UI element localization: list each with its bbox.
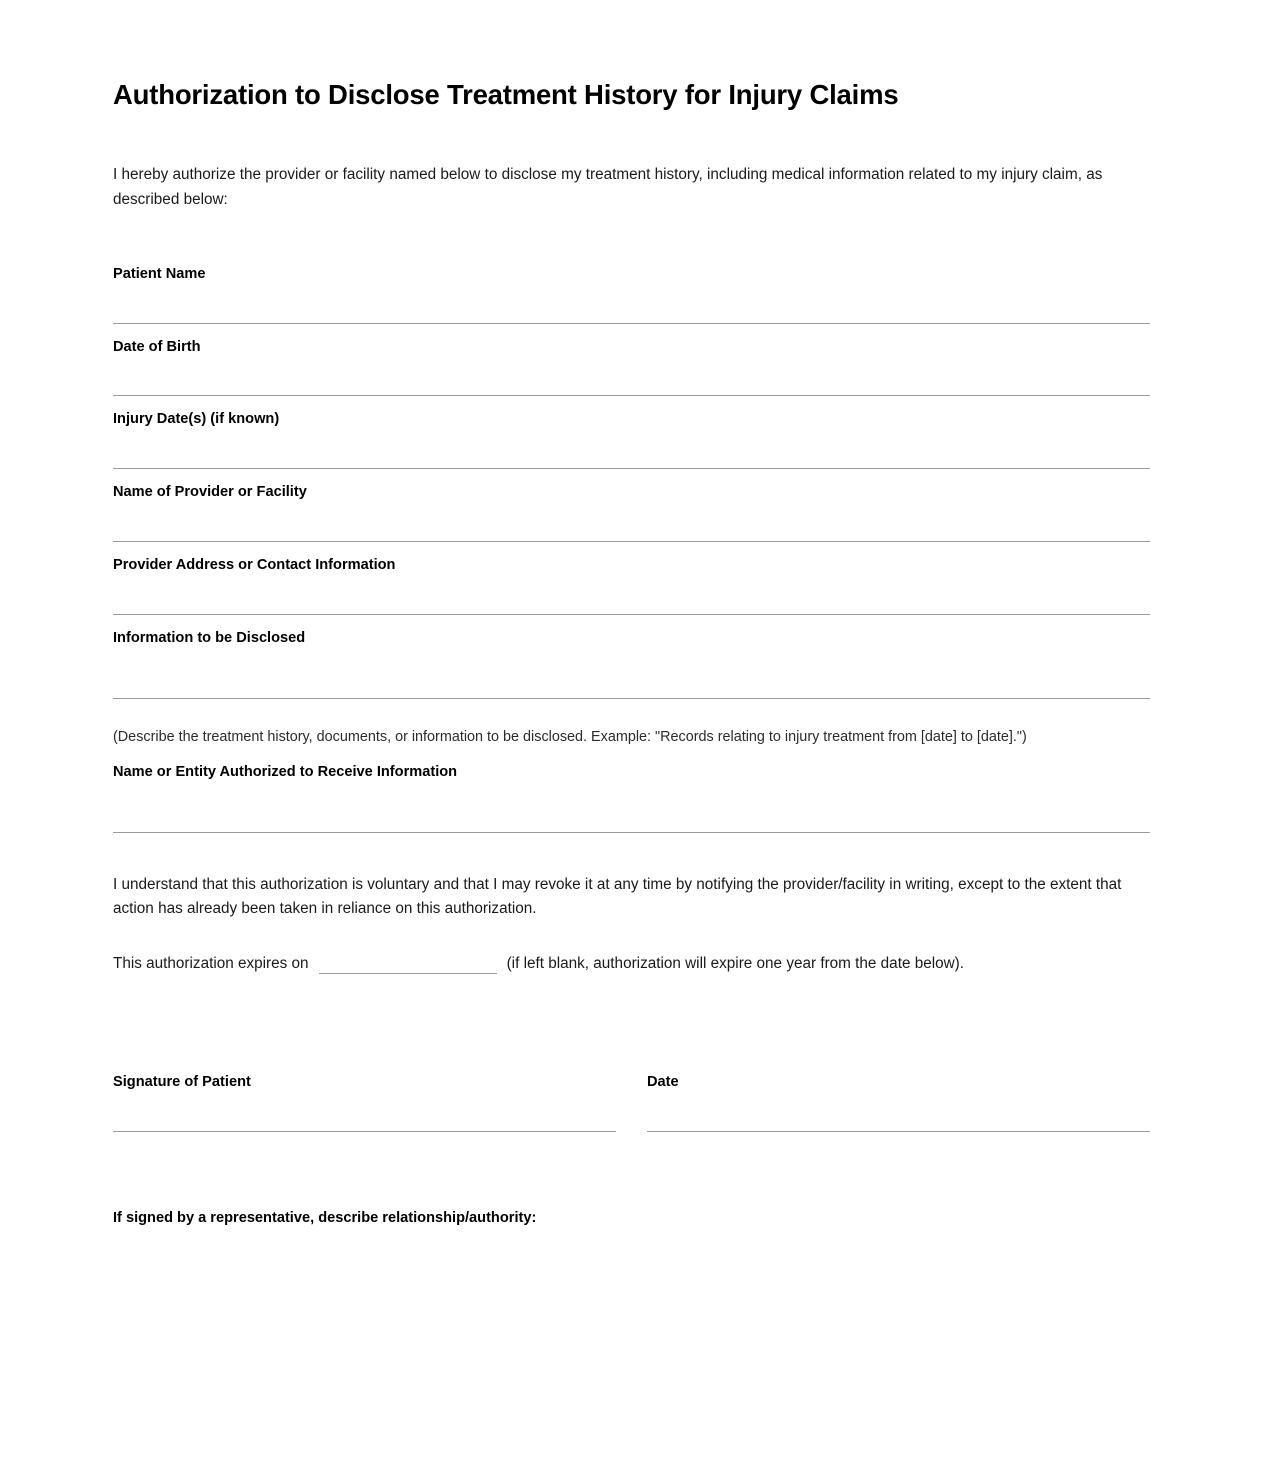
field-label: Patient Name	[113, 265, 206, 282]
field-information-to-be-disclosed[interactable]	[113, 615, 1150, 699]
field-signature-date[interactable]	[647, 1073, 1150, 1132]
field-injury-dates[interactable]	[113, 396, 1150, 469]
signature-input-rule[interactable]	[113, 1131, 616, 1132]
expiration-suffix-text: (if left blank, authorization will expire one year from the date below).	[506, 955, 965, 973]
field-label: Injury Date(s) (if known)	[113, 411, 280, 428]
signature-row	[113, 1073, 1150, 1132]
section-divider-space	[113, 833, 1150, 873]
field-label: Name or Entity Authorized to Receive Information	[113, 763, 458, 780]
field-signature-of-patient[interactable]	[113, 1073, 616, 1132]
disclosure-helper-text: (Describe the treatment history, documents, or information to be disclosed. Example: "Records relating to injury treatment from [date] to [date].")	[113, 729, 1027, 746]
field-provider-name[interactable]	[113, 469, 1150, 542]
page-bottom-space	[113, 1228, 1150, 1408]
field-label: Information to be Disclosed	[113, 630, 306, 647]
field-input-rule[interactable]	[113, 698, 1150, 699]
intro-paragraph: I hereby authorize the provider or facility named below to disclose my treatment history, including medical information related to my injury claim, as described below:	[113, 166, 1103, 208]
field-label: Date of Birth	[113, 338, 201, 355]
revocation-paragraph: I understand that this authorization is voluntary and that I may revoke it at any time by notifying the provider/facility in writing, except to the extent that action has already been taken in reliance on this authorization.	[113, 875, 1122, 918]
field-provider-address[interactable]	[113, 542, 1150, 615]
field-label: Date	[647, 1073, 679, 1090]
expiration-prefix-text: This authorization expires on	[113, 955, 309, 973]
field-authorized-recipient[interactable]	[113, 749, 1150, 833]
field-label: Provider Address or Contact Information	[113, 557, 396, 574]
field-date-of-birth[interactable]	[113, 324, 1150, 397]
representative-relationship-label: If signed by a representative, describe relationship/authority:	[113, 1209, 537, 1226]
page-title: Authorization to Disclose Treatment History for Injury Claims	[113, 79, 899, 110]
field-patient-name[interactable]	[113, 251, 1150, 324]
date-input-rule[interactable]	[647, 1131, 1150, 1132]
field-label: Signature of Patient	[113, 1073, 251, 1090]
field-label: Name of Provider or Facility	[113, 484, 307, 501]
expiration-date-input[interactable]	[319, 973, 497, 974]
expiration-line	[113, 952, 1150, 976]
